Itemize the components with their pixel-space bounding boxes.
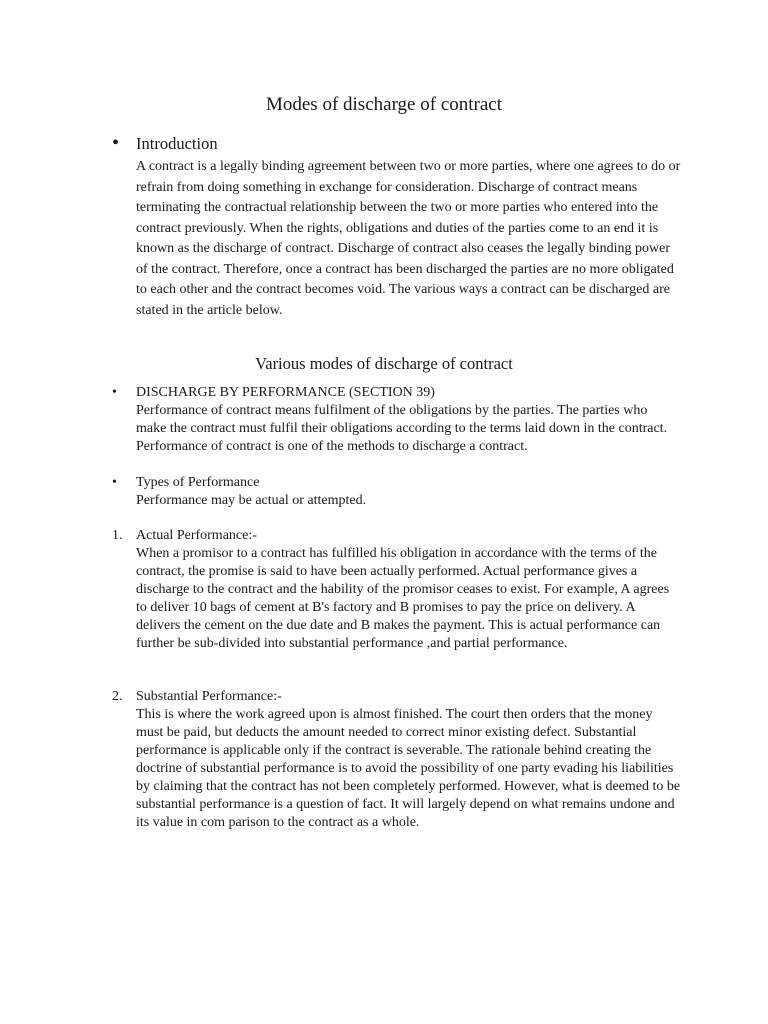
bullet-icon: • bbox=[112, 132, 120, 154]
bullet-icon: • bbox=[112, 475, 117, 490]
types-item bbox=[112, 474, 681, 510]
substantial-performance-heading: Substantial Performance:- bbox=[136, 689, 282, 704]
bullet-icon: • bbox=[112, 385, 117, 400]
substantial-performance-paragraph: This is where the work agreed upon is almost finished. The court then orders that the money must be paid, but deducts the amount needed to correct minor existing defect. Substantial performance is applicable only if the contract is severable. The rationale behind creating the doctrine of substantial performance is to avoid the possibility of one party evading his liabilities by claiming that the contract has not been completely performed. However, what is deemed to be substantial performance is a question of fact. It will largely depend on what remains undone and its value in com parison to the contract as a whole. bbox=[136, 707, 681, 830]
substantial-performance-item bbox=[112, 688, 681, 832]
types-heading: Types of Performance bbox=[136, 475, 260, 490]
actual-performance-heading: Actual Performance:- bbox=[136, 528, 257, 543]
actual-performance-paragraph: When a promisor to a contract has fulfilled his obligation in accordance with the terms of the contract, the promise is said to have been actually performed. Actual performance gives a discharge to the contract and the hability of the promisor ceases to exist. For example, A agrees to deliver 10 bags of cement at B's factory and B promises to pay the price on delivery. A delivers the cement on the due date and B makes the payment. This is actual performance can further be sub-divided into substantial performance ,and partial performance. bbox=[136, 546, 670, 651]
intro-paragraph: A contract is a legally binding agreement between two or more parties, where one agrees to do or refrain from doing something in exchange for consideration. Discharge of contract means terminating the contractual relationship between the two or more parties who entered into the contract previously. When the rights, obligations and duties of the parties come to an end it is known as the discharge of contract. Discharge of contract also ceases the legally binding power of the contract. Therefore, once a contract has been discharged the parties are no more obligated to each other and the contract becomes void. The various ways a contract can be discharged are stated in the article below. bbox=[136, 159, 681, 318]
performance-heading: DISCHARGE BY PERFORMANCE (SECTION 39) bbox=[136, 385, 435, 400]
performance-item bbox=[112, 384, 681, 456]
section-title: Various modes of discharge of contract bbox=[255, 354, 513, 373]
list-number: 1. bbox=[112, 528, 123, 543]
types-paragraph: Performance may be actual or attempted. bbox=[136, 493, 367, 508]
list-number: 2. bbox=[112, 689, 123, 704]
intro-section bbox=[112, 132, 681, 321]
document-title: Modes of discharge of contract bbox=[265, 94, 502, 115]
performance-paragraph: Performance of contract means fulfilment of the obligations by the parties. The parties who make the contract must fulfil their obligations according to the terms laid down in the contract. Performance of contract is one of the methods to discharge a contract. bbox=[136, 403, 668, 454]
actual-performance-item bbox=[112, 527, 681, 653]
intro-heading: Introduction bbox=[136, 134, 218, 153]
